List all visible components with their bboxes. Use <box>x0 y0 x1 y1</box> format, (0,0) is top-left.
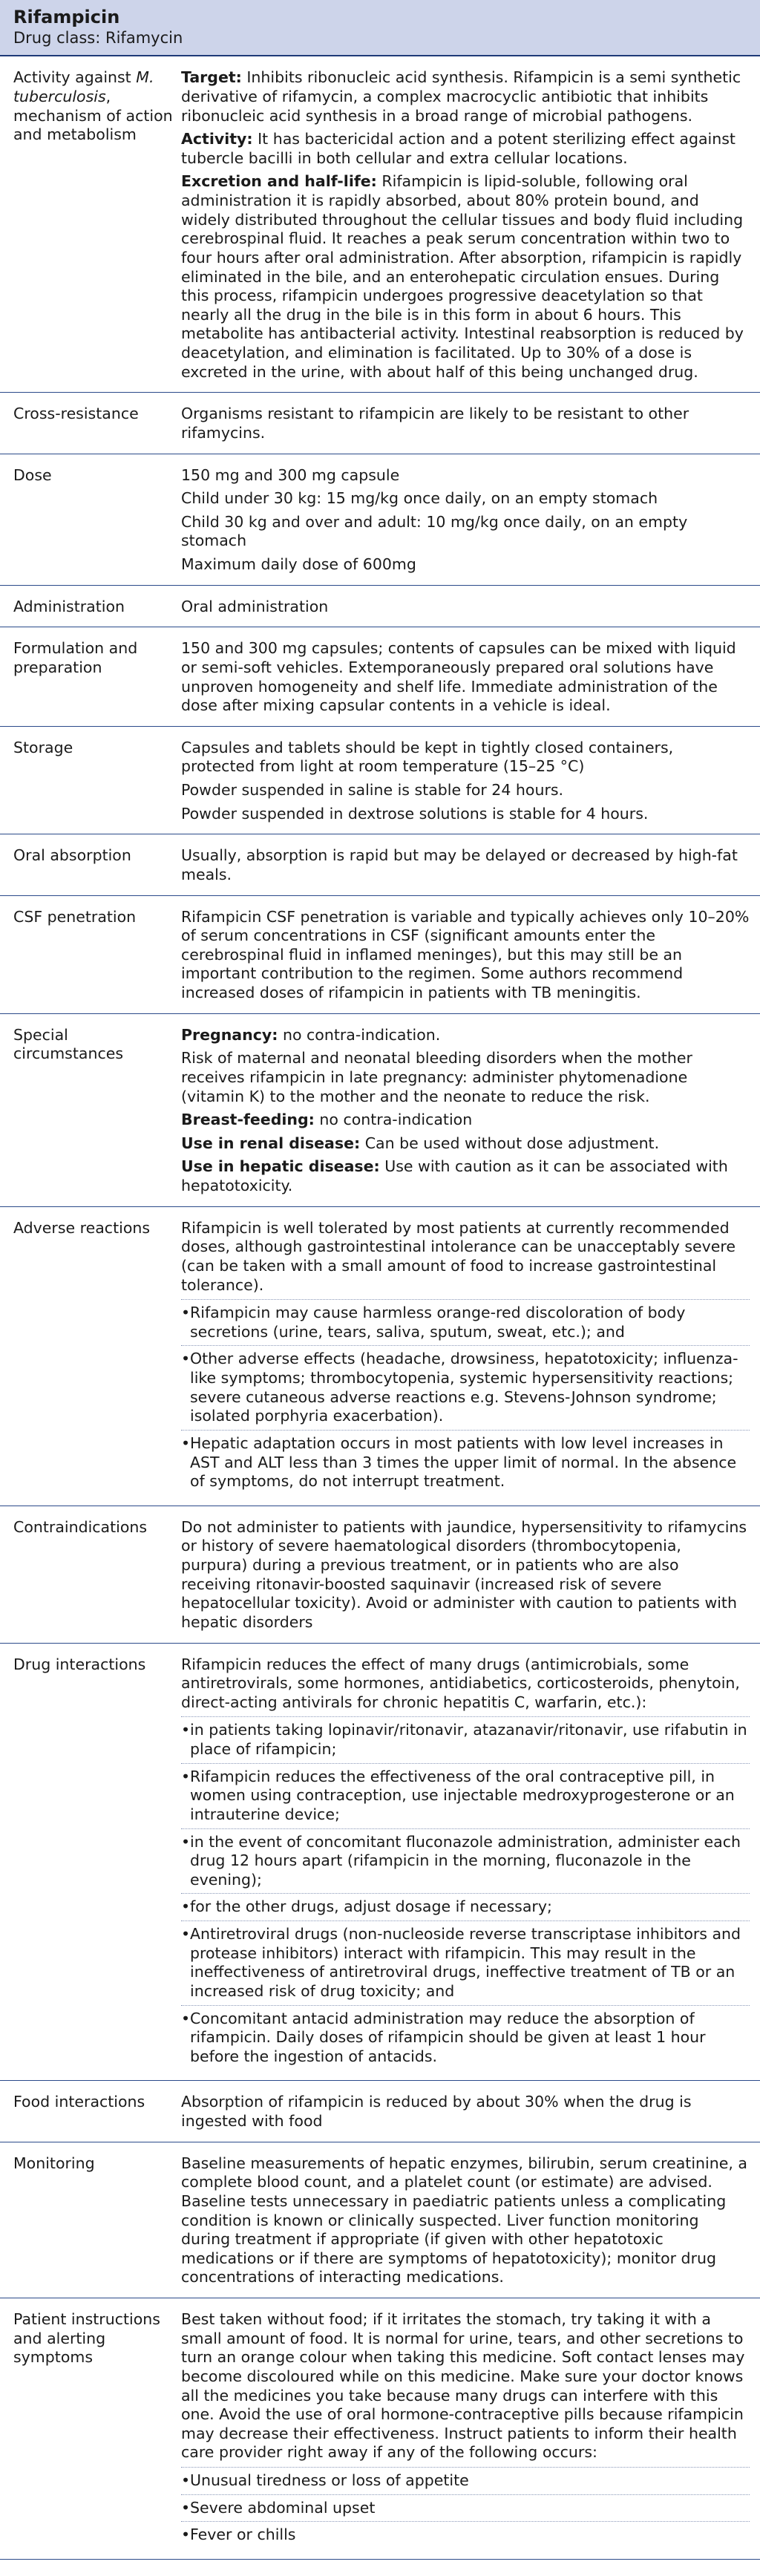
list-item: • Rifampicin reduces the effectiveness of the oral contraceptive pill, in women using contraception, use injectable medroxyprogesterone or an intrauterine device; <box>181 1763 750 1828</box>
row-content <box>178 2093 760 2131</box>
list-item: • Concomitant antacid administration may reduce the absorption of rifampicin. Daily doses of rifampicin should be given at least 1 hour before the ingestion of antacids. <box>181 2005 750 2070</box>
target-paragraph <box>181 68 750 125</box>
oral-text: Usually, absorption is rapid but may be delayed or decreased by high-fat meals. <box>181 846 738 883</box>
activity-paragraph <box>181 130 750 168</box>
list-item: • Antiretroviral drugs (non-nucleoside reverse transcriptase inhibitors and protease inhibitors) interact with rifampicin. This may result in the ineffectiveness of antiretroviral drugs, ineffective treatment of TB or an increased risk of drug toxicity; and <box>181 1920 750 2005</box>
row-adverse-reactions <box>0 1207 760 1506</box>
pregnancy-label: Pregnancy: <box>181 1025 278 1044</box>
breast-paragraph <box>181 1111 750 1130</box>
row-content <box>178 846 760 884</box>
label-part: , mechanism of action and metabolism <box>13 87 173 144</box>
row-content <box>178 598 760 617</box>
row-label: Cross-resistance <box>13 405 139 423</box>
row-label: Storage <box>13 738 73 756</box>
row-label: Adverse reactions <box>13 1218 151 1237</box>
row-contraindications <box>0 1506 760 1644</box>
row-label: Drug interactions <box>13 1655 146 1673</box>
row-oral-absorption <box>0 834 760 895</box>
adverse-intro: Rifampicin is well tolerated by most patients at currently recommended doses, although gastrointestinal intolerance can be unacceptably severe (can be taken with a small amount of food to increase gastrointestinal tolerance). <box>181 1218 736 1294</box>
row-label: Formulation and preparation <box>13 639 138 676</box>
row-monitoring <box>0 2142 760 2298</box>
food-text: Absorption of rifampicin is reduced by about 30% when the drug is ingested with food <box>181 2093 692 2130</box>
dose-line: Child under 30 kg: 15 mg/kg once daily, on an empty stomach <box>181 489 658 508</box>
row-label: CSF penetration <box>13 907 137 926</box>
row-label: Food interactions <box>13 2093 145 2111</box>
administration-text: Oral administration <box>181 597 329 615</box>
list-item: • Rifampicin may cause harmless orange-red discoloration of body secretions (urine, tears, saliva, sputum, sweat, etc.); and <box>181 1299 750 1345</box>
drug-class: Drug class: Rifamycin <box>13 29 183 47</box>
renal-paragraph <box>181 1134 750 1154</box>
row-patient-instructions <box>0 2298 760 2560</box>
row-drug-interactions <box>0 1644 760 2082</box>
drug-title: Rifampicin <box>13 7 120 27</box>
row-label: Contraindications <box>13 1517 148 1536</box>
target-text: Inhibits ribonucleic acid synthesis. Rifampicin is a semi synthetic derivative of rifamycin, a complex macrocyclic antibiotic that inhibits ribonucleic acid synthesis in a broad range of microbial pathogens. <box>181 68 741 125</box>
risk-text: Risk of maternal and neonatal bleeding disorders when the mother receives rifampicin in late pregnancy: administer phytomenadione (vitamin K) to the mother and the neonate to reduce the risk. <box>181 1049 692 1105</box>
row-content <box>178 466 760 575</box>
excretion-text: Rifampicin is lipid-soluble, following oral administration it is rapidly absorbed, about 80% protein bound, and widely distributed throughout the cellular tissues and body fluid including cerebrospinal fluid. It reaches a peak serum concentration within two to four hours after oral administration. After absorption, rifampicin is rapidly eliminated in the bile, and an enterohepatic circulation ensues. During this process, rifampicin undergoes progressive deacetylation so that nearly all the drug in the bile is in this form in about 6 hours. This metabolite has antibacterial activity. Intestinal reabsorption is reduced by deacetylation, and elimination is facilitated. Up to 30% of a dose is excreted in the urine, with about half of this being unchanged drug. <box>181 172 744 381</box>
storage-line: Powder suspended in saline is stable for 24 hours. <box>181 781 564 799</box>
storage-line: Powder suspended in dextrose solutions is stable for 4 hours. <box>181 804 649 823</box>
row-food-interactions <box>0 2081 760 2142</box>
target-label: Target: <box>181 68 242 87</box>
contra-text: Do not administer to patients with jaundice, hypersensitivity to rifamycins or history of severe haematological disorders (thrombocytopenia, purpura) during a previous treatment, or in patients who are also receiving ritonavir-boosted saquinavir (increased risk of severe hepatocellular toxicity). Avoid or administer with caution to patients with hepatic disorders <box>181 1517 747 1631</box>
cross-text: Organisms resistant to rifampicin are likely to be resistant to other rifamycins. <box>181 405 689 442</box>
row-dose <box>0 454 760 586</box>
breast-label: Breast-feeding: <box>181 1111 315 1129</box>
list-item: • Severe abdominal upset <box>181 2494 750 2522</box>
drug-header <box>0 0 760 56</box>
row-content <box>178 639 760 716</box>
pregnancy-text: no contra-indication. <box>278 1025 441 1044</box>
excretion-label: Excretion and half-life: <box>181 172 377 191</box>
dose-line: Child 30 kg and over and adult: 10 mg/kg once daily, on an empty stomach <box>181 512 688 550</box>
row-content-activity <box>178 68 760 382</box>
row-content <box>178 2310 760 2549</box>
interactions-intro: Rifampicin reduces the effect of many drugs (antimicrobials, some antiretrovirals, some hormones, antidiabetics, corticosteroids, phenytoin, direct-acting antivirals for chronic hepatitis C, warfarin, etc.): <box>181 1655 740 1711</box>
storage-line: Capsules and tablets should be kept in tightly closed containers, protected from light at room temperature (15–25 °C) <box>181 738 674 776</box>
interactions-list <box>181 1716 750 2070</box>
symptom-list <box>181 2467 750 2549</box>
list-item: • Unusual tiredness or loss of appetite <box>181 2467 750 2494</box>
row-content <box>178 2154 760 2287</box>
row-storage <box>0 727 760 835</box>
row-label: Patient instructions and alerting symptoms <box>13 2310 160 2367</box>
row-label: Dose <box>13 465 52 484</box>
list-item: • for the other drugs, adjust dosage if necessary; <box>181 1893 750 1920</box>
list-item: • in the event of concomitant fluconazole administration, administer each drug 12 hours apart (rifampicin in the morning, fluconazole in the evening); <box>181 1828 750 1894</box>
hepatic-text: Use with caution as it can be associated with hepatotoxicity. <box>181 1157 728 1194</box>
pregnancy-paragraph <box>181 1026 750 1045</box>
csf-text: Rifampicin CSF penetration is variable and typically achieves only 10–20% of serum concentrations in CSF (significant amounts enter the cerebrospinal fluid in inflamed meninges), but this may still be an important contribution to the regimen. Some authors recommend increased doses of rifampicin in patients with TB meningitis. <box>181 907 750 1001</box>
activity-text: It has bactericidal action and a potent sterilizing effect against tubercle bacilli in both cellular and extra cellular locations. <box>181 130 736 167</box>
adverse-list <box>181 1299 750 1495</box>
row-cross-resistance <box>0 393 760 454</box>
row-content <box>178 1655 760 2070</box>
row-label-activity <box>0 68 178 382</box>
list-item: • in patients taking lopinavir/ritonavir, atazanavir/ritonavir, use rifabutin in place of rifampicin; <box>181 1716 750 1762</box>
row-content <box>178 1518 760 1632</box>
row-administration <box>0 586 760 628</box>
row-formulation <box>0 627 760 727</box>
row-csf-penetration <box>0 896 760 1014</box>
row-content <box>178 1219 760 1495</box>
row-label: Administration <box>13 597 125 615</box>
row-content <box>178 908 760 1003</box>
row-special-circumstances <box>0 1014 760 1207</box>
row-content <box>178 405 760 442</box>
activity-label: Activity: <box>181 130 253 148</box>
row-label: Monitoring <box>13 2154 95 2172</box>
dose-line: 150 mg and 300 mg capsule <box>181 465 400 484</box>
formulation-text: 150 and 300 mg capsules; contents of capsules can be mixed with liquid or semi-soft vehicles. Extemporaneously prepared oral solutions have unproven homogeneity and shelf life. Immediate administration of the dose after mixing capsular contents in a vehicle is ideal. <box>181 639 736 715</box>
list-item: • Other adverse effects (headache, drowsiness, hepatotoxicity; influenza-like symptoms; thrombocytopenia, systemic hypersensitivity reactions; severe cutaneous adverse reactions e.g. Stevens-Johnson syndrome; isolated porphyria exacerbation). <box>181 1345 750 1430</box>
dose-line: Maximum daily dose of 600mg <box>181 555 416 573</box>
row-activity <box>0 56 760 393</box>
label-part: Activity against <box>13 68 131 87</box>
row-content <box>178 739 760 824</box>
breast-text: no contra-indication <box>314 1111 473 1129</box>
excretion-paragraph <box>181 172 750 382</box>
row-label: Special circumstances <box>13 1025 124 1063</box>
label-italic-organism: M. tuberculosis <box>13 68 154 105</box>
hepatic-paragraph <box>181 1157 750 1195</box>
row-label: Oral absorption <box>13 846 131 865</box>
list-item: • Fever or chills <box>181 2521 750 2549</box>
row-content <box>178 1026 760 1196</box>
renal-label: Use in renal disease: <box>181 1134 361 1152</box>
patient-intro: Best taken without food; if it irritates the stomach, try taking it with a small amount of food. It is normal for urine, tears, and other secretions to turn an orange colour when taking this medicine. Soft contact lenses may become discoloured while on this medicine. Make sure your doctor knows all the medicines you take because many drugs can interfere with this one. Avoid the use of oral hormone-contraceptive pills because rifampicin may decrease their effectiveness. Instruct patients to inform their health care provider right away if any of the following occurs: <box>181 2310 745 2462</box>
renal-text: Can be used without dose adjustment. <box>360 1134 660 1152</box>
list-item: • Hepatic adaptation occurs in most patients with low level increases in AST and ALT less than 3 times the upper limit of normal. In the absence of symptoms, do not interrupt treatment. <box>181 1430 750 1495</box>
monitoring-text: Baseline measurements of hepatic enzymes, bilirubin, serum creatinine, a complete blood count, and a platelet count (or estimate) are advised. Baseline tests unnecessary in paediatric patients unless a complicating condition is known or clinically suspected. Liver function monitoring during treatment if appropriate (if given with other hepatotoxic medications or if there are symptoms of hepatotoxicity); monitor drug concentrations of interacting medications. <box>181 2154 747 2286</box>
hepatic-label: Use in hepatic disease: <box>181 1157 380 1176</box>
